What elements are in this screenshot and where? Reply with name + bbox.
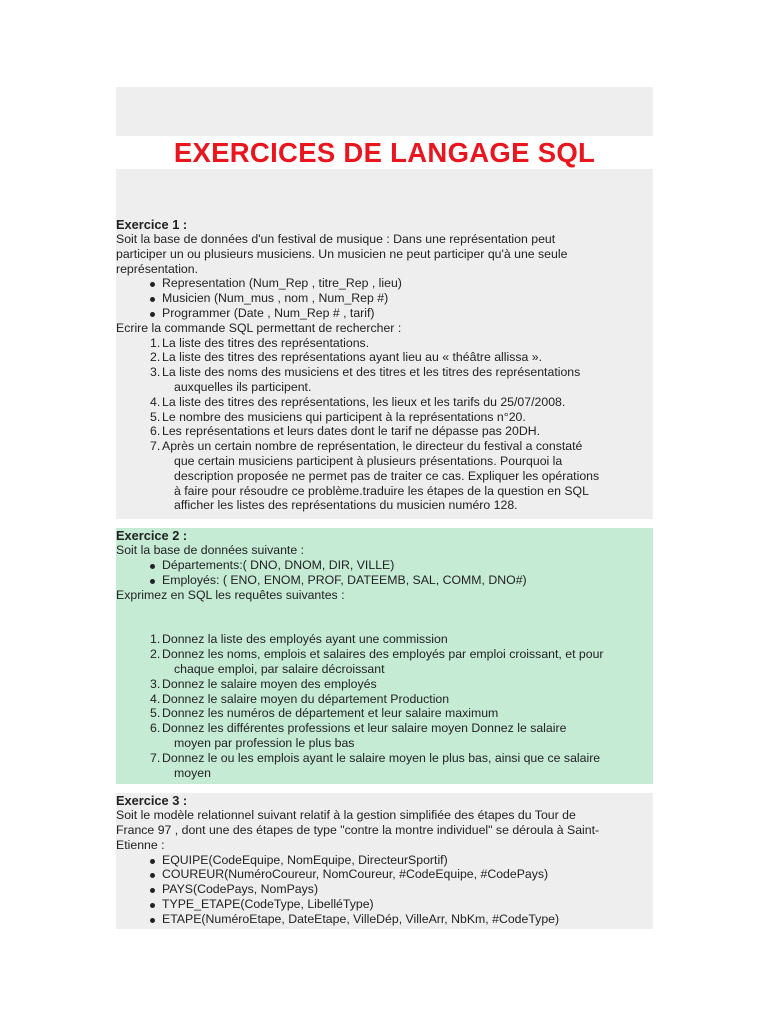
schema-item: PAYS(CodePays, NomPays) <box>149 882 653 897</box>
exercise-1-section <box>116 217 653 519</box>
question-text: Donnez le ou les emplois ayant le salaire moyen le plus bas, ainsi que ce salaire <box>162 750 601 765</box>
question-number: 7. <box>150 750 161 765</box>
question-number: 5. <box>150 409 161 424</box>
exercise-3-section <box>116 793 653 928</box>
schema-item: Employés: ( ENO, ENOM, PROF, DATEEMB, SAL, COMM, DNO#) <box>149 573 653 588</box>
question-text: Donnez le salaire moyen des employés <box>162 676 377 691</box>
question-text-continued: chaque emploi, par salaire décroissant <box>174 661 385 676</box>
question-number: 3. <box>150 676 161 691</box>
question-number: 1. <box>150 335 161 350</box>
question-text: Donnez la liste des employés ayant une commission <box>162 632 448 647</box>
schema-item: Programmer (Date , Num_Rep # , tarif) <box>149 306 653 321</box>
exercise-2-heading: Exercice 2 : <box>116 528 188 544</box>
schema-item: Musicien (Num_mus , nom , Num_Rep #) <box>149 291 653 306</box>
question-number: 2. <box>150 647 161 662</box>
question-item <box>116 647 653 677</box>
exercise-3-heading: Exercice 3 : <box>116 793 188 809</box>
question-item <box>116 424 653 439</box>
question-item <box>116 365 653 395</box>
exercise-2-intro: Soit la base de données suivante : <box>116 543 305 558</box>
exercise-1-intro-line: Soit la base de données d'un festival de musique : Dans une représentation peut <box>116 232 556 246</box>
question-number: 4. <box>150 691 161 706</box>
exercise-2-spacer <box>116 602 653 632</box>
question-number: 6. <box>150 721 161 736</box>
question-text: La liste des titres des représentations ayant lieu au « théâtre allissa ». <box>162 350 543 365</box>
schema-item: TYPE_ETAPE(CodeType, LibelléType) <box>149 897 653 912</box>
section-gap <box>116 784 653 793</box>
question-item <box>116 410 653 425</box>
question-item <box>116 395 653 410</box>
exercise-3-intro-line: Soit le modèle relationnel suivant relatif à la gestion simplifiée des étapes du Tour de <box>116 808 576 823</box>
question-text: Donnez le salaire moyen du département Production <box>162 691 450 706</box>
question-text: La liste des titres des représentations, les lieux et les tarifs du 25/07/2008. <box>162 394 566 409</box>
question-item <box>116 350 653 365</box>
exercise-1-table-list <box>116 276 653 320</box>
header-band <box>116 87 653 136</box>
question-text-continued: moyen par profession le plus bas <box>174 735 355 750</box>
question-item <box>116 439 653 513</box>
exercise-2-question-list <box>116 632 653 780</box>
exercise-1-question-list <box>116 336 653 514</box>
question-text: Les représentations et leurs dates dont le tarif ne dépasse pas 20DH. <box>162 424 541 439</box>
exercise-3-intro-line: Etienne : <box>116 837 165 852</box>
question-text: La liste des titres des représentations. <box>162 335 370 350</box>
exercise-1-prompt: Ecrire la commande SQL permettant de rechercher : <box>116 320 402 335</box>
question-text: La liste des noms des musiciens et des titres et les titres des représentations <box>162 365 581 380</box>
exercise-2-table-list <box>116 558 653 588</box>
question-text: Donnez les différentes professions et leur salaire moyen Donnez le salaire <box>162 721 567 736</box>
exercise-1-intro-line: participer un ou plusieurs musiciens. Un musicien ne peut participer qu'à une seule <box>116 246 568 261</box>
question-number: 5. <box>150 706 161 721</box>
title-row <box>116 136 653 169</box>
page-title: EXERCICES DE LANGAGE SQL <box>173 137 596 168</box>
question-text-continued: description proposée ne permet pas de traiter ce cas. Expliquer les opérations <box>174 468 600 483</box>
question-text: Le nombre des musiciens qui participent à la représentations n°20. <box>162 409 526 424</box>
question-number: 4. <box>150 394 161 409</box>
schema-item: ETAPE(NuméroEtape, DateEtape, VilleDép, VilleArr, NbKm, #CodeType) <box>149 912 653 927</box>
question-item <box>116 751 653 781</box>
question-text-continued: à faire pour résoudre ce problème.traduire les étapes de la question en SQL <box>174 483 589 498</box>
question-text-continued: que certain musiciens participent à plusieurs présentations. Pourquoi la <box>174 453 563 468</box>
question-text: Donnez les numéros de département et leur salaire maximum <box>162 706 499 721</box>
question-item <box>116 677 653 692</box>
section-gap <box>116 519 653 528</box>
question-item <box>116 706 653 721</box>
schema-item: COUREUR(NuméroCoureur, NomCoureur, #CodeEquipe, #CodePays) <box>149 867 653 882</box>
exercise-2-prompt: Exprimez en SQL les requêtes suivantes : <box>116 587 345 602</box>
question-text-continued: auxquelles ils participent. <box>174 379 312 394</box>
question-text-continued: afficher les listes des représentations du musicien numéro 128. <box>174 498 518 513</box>
title-spacer-band <box>116 169 653 217</box>
document-page <box>116 87 653 929</box>
question-number: 1. <box>150 632 161 647</box>
question-number: 2. <box>150 350 161 365</box>
exercise-1-heading: Exercice 1 : <box>116 217 188 232</box>
exercise-3-table-list <box>116 853 653 927</box>
exercise-2-section <box>116 528 653 784</box>
schema-item: Départements:( DNO, DNOM, DIR, VILLE) <box>149 558 653 573</box>
question-item <box>116 692 653 707</box>
schema-item: EQUIPE(CodeEquipe, NomEquipe, DirecteurSportif) <box>149 853 653 868</box>
exercise-1-intro-line: représentation. <box>116 261 199 276</box>
question-text: Donnez les noms, emplois et salaires des employés par emploi croissant, et pour <box>162 647 604 662</box>
question-number: 7. <box>150 439 161 454</box>
question-item <box>116 721 653 751</box>
question-item <box>116 336 653 351</box>
question-text: Après un certain nombre de représentation, le directeur du festival a constaté <box>162 439 583 454</box>
exercise-3-intro-line: France 97 , dont une des étapes de type "contre la montre individuel" se déroula à Saint- <box>116 823 600 838</box>
question-number: 3. <box>150 365 161 380</box>
question-number: 6. <box>150 424 161 439</box>
question-item <box>116 632 653 647</box>
question-text-continued: moyen <box>174 765 211 780</box>
schema-item: Representation (Num_Rep , titre_Rep , lieu) <box>149 276 653 291</box>
